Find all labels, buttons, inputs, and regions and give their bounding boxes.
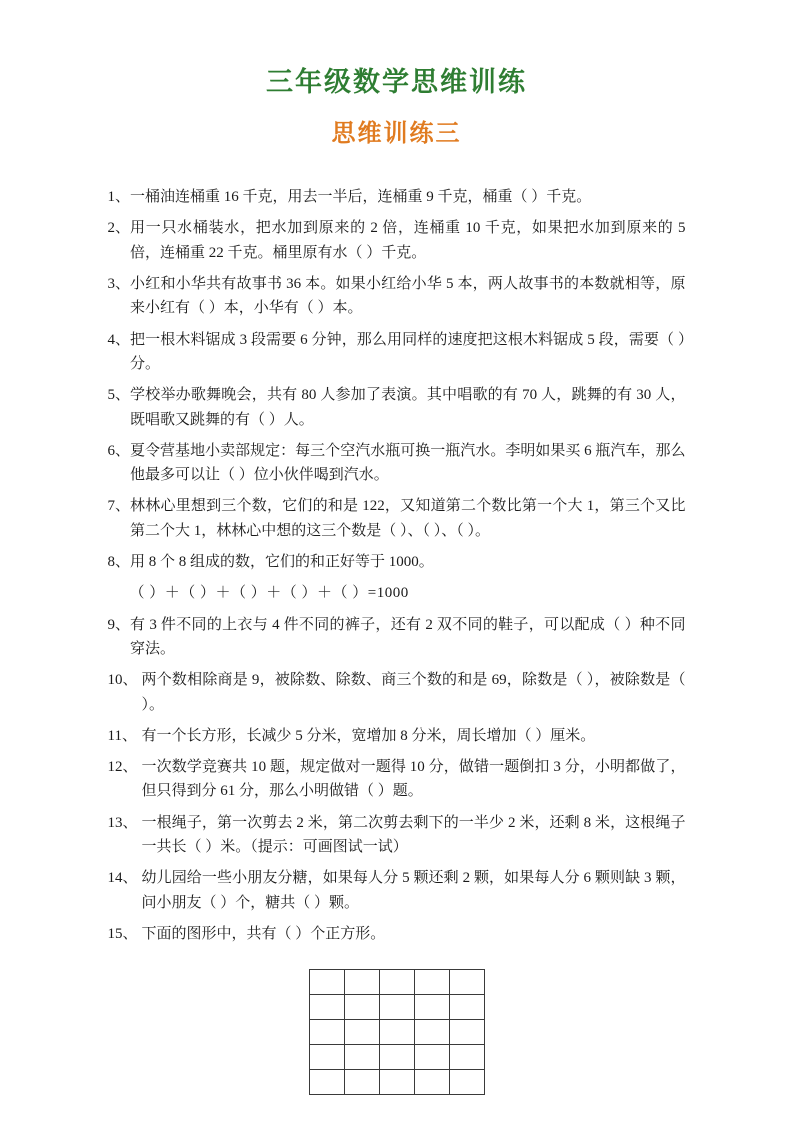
list-item bbox=[108, 216, 686, 265]
grid-cell bbox=[344, 1070, 379, 1095]
grid-cell bbox=[344, 1020, 379, 1045]
question-text: 下面的图形中，共有（ ）个正方形。 bbox=[141, 925, 386, 942]
grid-cell bbox=[344, 1045, 379, 1070]
list-item bbox=[108, 494, 686, 543]
list-item bbox=[108, 272, 686, 321]
question-text: 有 3 件不同的上衣与 4 件不同的裤子，还有 2 双不同的鞋子，可以配成（ ）种不同穿法。 bbox=[130, 616, 686, 657]
grid-cell bbox=[449, 1020, 484, 1045]
question-number: 5、 bbox=[107, 387, 131, 404]
question-text: 林林心里想到三个数，它们的和是 122，又知道第二个数比第一个大 1，第三个又比第二个大 1，林林心中想的这三个数是（ ）、（ ）、（ ）。 bbox=[130, 498, 686, 539]
grid-cell bbox=[379, 995, 414, 1020]
question-number: 1、 bbox=[107, 189, 131, 206]
list-item bbox=[108, 328, 686, 377]
grid-cell bbox=[414, 1045, 449, 1070]
grid-cell bbox=[379, 1045, 414, 1070]
list-item bbox=[108, 922, 686, 946]
grid-cell bbox=[379, 1070, 414, 1095]
table-row bbox=[309, 1045, 484, 1070]
question-number: 14、 bbox=[107, 870, 138, 887]
question-number: 10、 bbox=[107, 672, 138, 689]
grid-cell bbox=[379, 1020, 414, 1045]
grid-cell bbox=[414, 995, 449, 1020]
grid-cell bbox=[309, 970, 344, 995]
square-grid-figure bbox=[108, 953, 686, 1095]
question-text: 一根绳子，第一次剪去 2 米，第二次剪去剩下的一半少 2 米，还剩 8 米，这根绳子一共长（ ）米。（提示：可画图试一试） bbox=[141, 814, 686, 856]
question-number: 9、 bbox=[107, 616, 131, 633]
grid-cell bbox=[414, 1020, 449, 1045]
grid-cell bbox=[449, 995, 484, 1020]
question-text: 有一个长方形，长减少 5 分米，宽增加 8 分米，周长增加（ ）厘米。 bbox=[141, 727, 596, 744]
list-item bbox=[108, 383, 686, 432]
question-number: 6、 bbox=[107, 442, 131, 459]
grid-cell bbox=[309, 1020, 344, 1045]
grid-cell bbox=[344, 970, 379, 995]
grid-cell bbox=[309, 1070, 344, 1095]
grid-cell bbox=[309, 1045, 344, 1070]
table-row bbox=[309, 995, 484, 1020]
table-row bbox=[309, 1070, 484, 1095]
grid-cell bbox=[449, 1070, 484, 1095]
question-list bbox=[108, 149, 686, 1095]
question-text: 一次数学竞赛共 10 题，规定做对一题得 10 分，做错一题倒扣 3 分，小明都做了，但只得到分 61 分，那么小明做错（ ）题。 bbox=[141, 759, 686, 800]
list-item bbox=[108, 866, 686, 915]
table-row bbox=[309, 970, 484, 995]
question-number: 11、 bbox=[107, 727, 137, 744]
grid-cell bbox=[449, 970, 484, 995]
question-number: 13、 bbox=[107, 814, 138, 831]
list-item bbox=[108, 668, 686, 717]
square-grid bbox=[309, 969, 485, 1095]
grid-cell bbox=[449, 1045, 484, 1070]
grid-cell bbox=[309, 995, 344, 1020]
question-number: 12、 bbox=[107, 759, 138, 776]
question-text: 幼儿园给一些小朋友分糖，如果每人分 5 颗还剩 2 颗，如果每人分 6 颗则缺 3 颗，问小朋友（ ）个，糖共（ ）颗。 bbox=[141, 870, 686, 911]
table-row bbox=[309, 1020, 484, 1045]
grid-cell bbox=[379, 970, 414, 995]
list-item bbox=[108, 724, 686, 748]
list-item bbox=[108, 439, 686, 488]
question-number: 4、 bbox=[107, 331, 131, 348]
list-item bbox=[108, 613, 686, 662]
question-text: 用一只水桶装水，把水加到原来的 2 倍，连桶重 10 千克，如果把水加到原来的 5 倍，连桶重 22 千克。桶里原有水（ ）千克。 bbox=[130, 220, 686, 261]
question-text: 小红和小华共有故事书 36 本。如果小红给小华 5 本，两人故事书的本数就相等，原来小红有（ ）本，小华有（ ）本。 bbox=[130, 276, 686, 317]
question-text: 一桶油连桶重 16 千克，用去一半后，连桶重 9 千克，桶重（ ）千克。 bbox=[130, 189, 592, 206]
list-item bbox=[108, 811, 686, 860]
question-number: 3、 bbox=[107, 276, 131, 293]
question-number: 2、 bbox=[107, 220, 131, 237]
list-item bbox=[108, 755, 686, 804]
question-text: 用 8 个 8 组成的数，它们的和正好等于 1000。 bbox=[130, 554, 434, 571]
grid-cell bbox=[414, 970, 449, 995]
square-grid-body bbox=[309, 970, 484, 1095]
question-number: 15、 bbox=[107, 925, 138, 942]
page-subtitle: 思维训练三 bbox=[331, 120, 462, 148]
page-title: 三年级数学思维训练 bbox=[266, 67, 527, 97]
question-text: 夏令营基地小卖部规定：每三个空汽水瓶可换一瓶汽水。李明如果买 6 瓶汽车，那么他最多可以让（ ）位小伙伴喝到汽水。 bbox=[130, 442, 686, 484]
question-number: 8、 bbox=[107, 554, 131, 571]
question-number: 7、 bbox=[107, 498, 131, 515]
question-text: 两个数相除商是 9，被除数、除数、商三个数的和是 69，除数是（ ），被除数是（ ）。 bbox=[141, 672, 686, 713]
list-item bbox=[108, 185, 686, 209]
grid-cell bbox=[414, 1070, 449, 1095]
question-text: 把一根木料锯成 3 段需要 6 分钟，那么用同样的速度把这根木料锯成 5 段，需要（ ）分。 bbox=[130, 331, 686, 372]
question-text: 学校举办歌舞晚会，共有 80 人参加了表演。其中唱歌的有 70 人，跳舞的有 30 人，既唱歌又跳舞的有（ ）人。 bbox=[130, 387, 686, 428]
grid-cell bbox=[344, 995, 379, 1020]
question-blank-row: （ ）＋（ ）＋（ ）＋（ ）＋（ ）=1000 bbox=[129, 585, 409, 602]
list-item bbox=[108, 550, 686, 574]
